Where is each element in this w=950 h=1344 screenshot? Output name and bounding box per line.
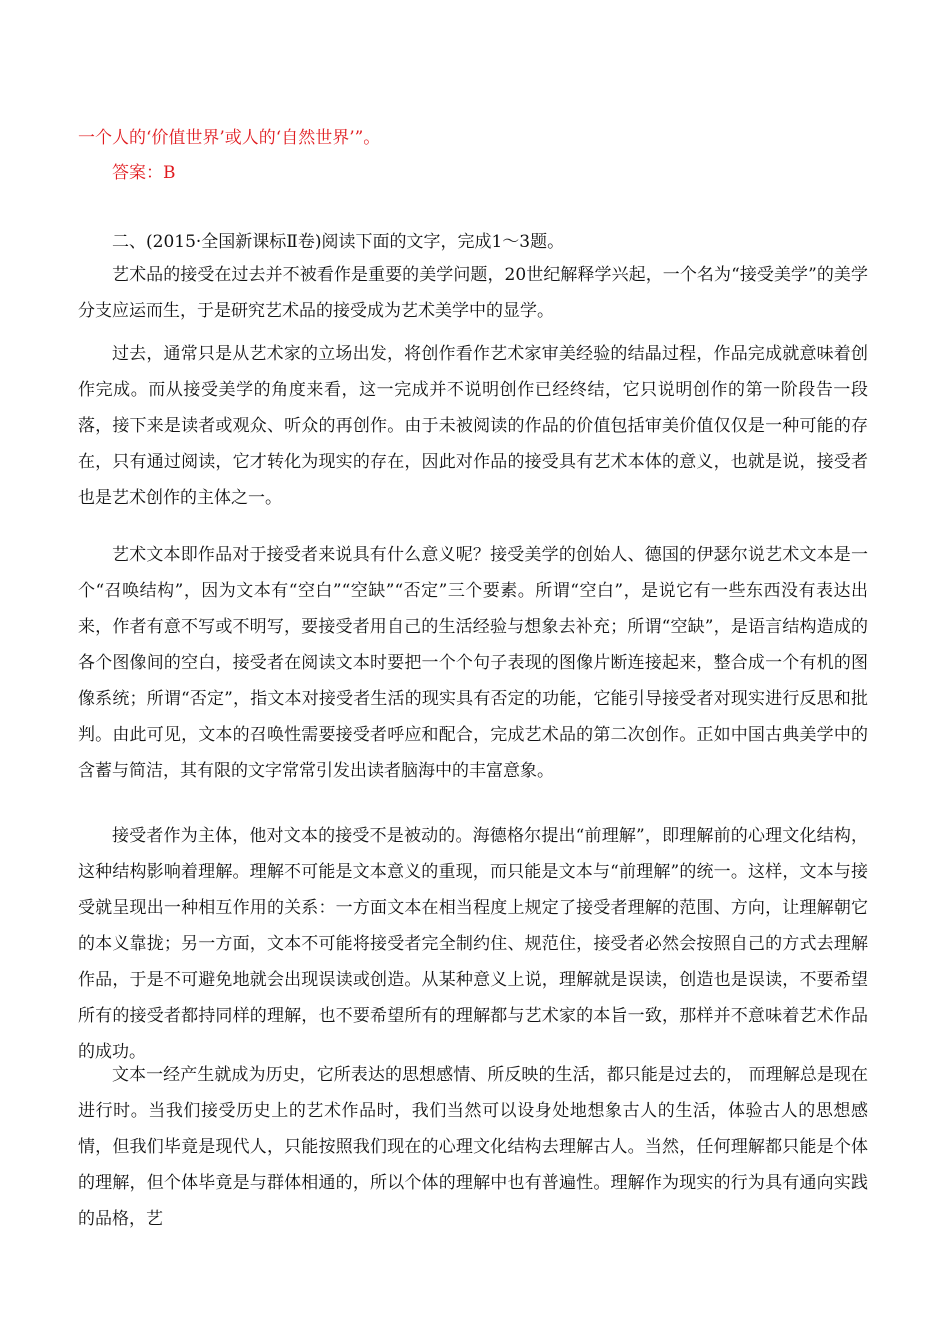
- passage-paragraph-5: 文本一经产生就成为历史，它所表达的思想感情、所反映的生活，都只能是过去的， 而理解总是现在进行时。当我们接受历史上的艺术作品时，我们当然可以设身处地想象古人的生活，体验古人的思想感情，但我们毕竟是现代人，只能按照我们现在的心理文化结构去理解古人。当然，任何理解都只能是个体的理解，但个体毕竟是与群体相通的，所以个体的理解中也有普遍性。理解作为现实的行为具有通向实践的品格，艺: [78, 1065, 868, 1229]
- previous-answer-explanation-tail: 一个人的‘价值世界’或人的‘自然世界’”。: [78, 128, 381, 148]
- passage-paragraph-2: 过去，通常只是从艺术家的立场出发，将创作看作艺术家审美经验的结晶过程，作品完成就意味着创作完成。而从接受美学的角度来看，这一完成并不说明创作已经终结，它只说明创作的第一阶段告一段落，接下来是读者或观众、听众的再创作。由于未被阅读的作品的价值包括审美价值仅仅是一种可能的存在，只有通过阅读，它才转化为现实的存在，因此对作品的接受具有艺术本体的意义，也就是说，接受者也是艺术创作的主体之一。: [78, 344, 868, 508]
- passage-paragraph-1: 艺术品的接受在过去并不被看作是重要的美学问题，20世纪解释学兴起，一个名为“接受美学”的美学分支应运而生，于是研究艺术品的接受成为艺术美学中的显学。: [78, 265, 868, 321]
- answer-line: 答案：B: [112, 163, 176, 183]
- section-heading: 二、(2015·全国新课标Ⅱ卷)阅读下面的文字，完成1～3题。: [112, 232, 565, 252]
- passage-paragraph-4: 接受者作为主体，他对文本的接受不是被动的。海德格尔提出“前理解”，即理解前的心理文化结构，这种结构影响着理解。理解不可能是文本意义的重现，而只能是文本与“前理解”的统一。这样，文本与接受就呈现出一种相互作用的关系：一方面文本在相当程度上规定了接受者理解的范围、方向，让理解朝它的本义靠拢；另一方面，文本不可能将接受者完全制约住、规范住，接受者必然会按照自己的方式去理解作品，于是不可避免地就会出现误读或创造。从某种意义上说，理解就是误读，创造也是误读，不要希望所有的接受者都持同样的理解，也不要希望所有的理解都与艺术家的本旨一致，那样并不意味着艺术作品的成功。: [78, 826, 868, 1062]
- passage-paragraph-3: 艺术文本即作品对于接受者来说具有什么意义呢？接受美学的创始人、德国的伊瑟尔说艺术文本是一个“召唤结构”，因为文本有“空白”“空缺”“否定”三个要素。所谓“空白”，是说它有一些东西没有表达出来，作者有意不写或不明写，要接受者用自己的生活经验与想象去补充；所谓“空缺”，是语言结构造成的各个图像间的空白，接受者在阅读文本时要把一个个句子表现的图像片断连接起来，整合成一个有机的图像系统；所谓“否定”，指文本对接受者生活的现实具有否定的功能，它能引导接受者对现实进行反思和批判。由此可见，文本的召唤性需要接受者呼应和配合，完成艺术品的第二次创作。正如中国古典美学中的含蓄与简洁，其有限的文字常常引发出读者脑海中的丰富意象。: [78, 545, 868, 781]
